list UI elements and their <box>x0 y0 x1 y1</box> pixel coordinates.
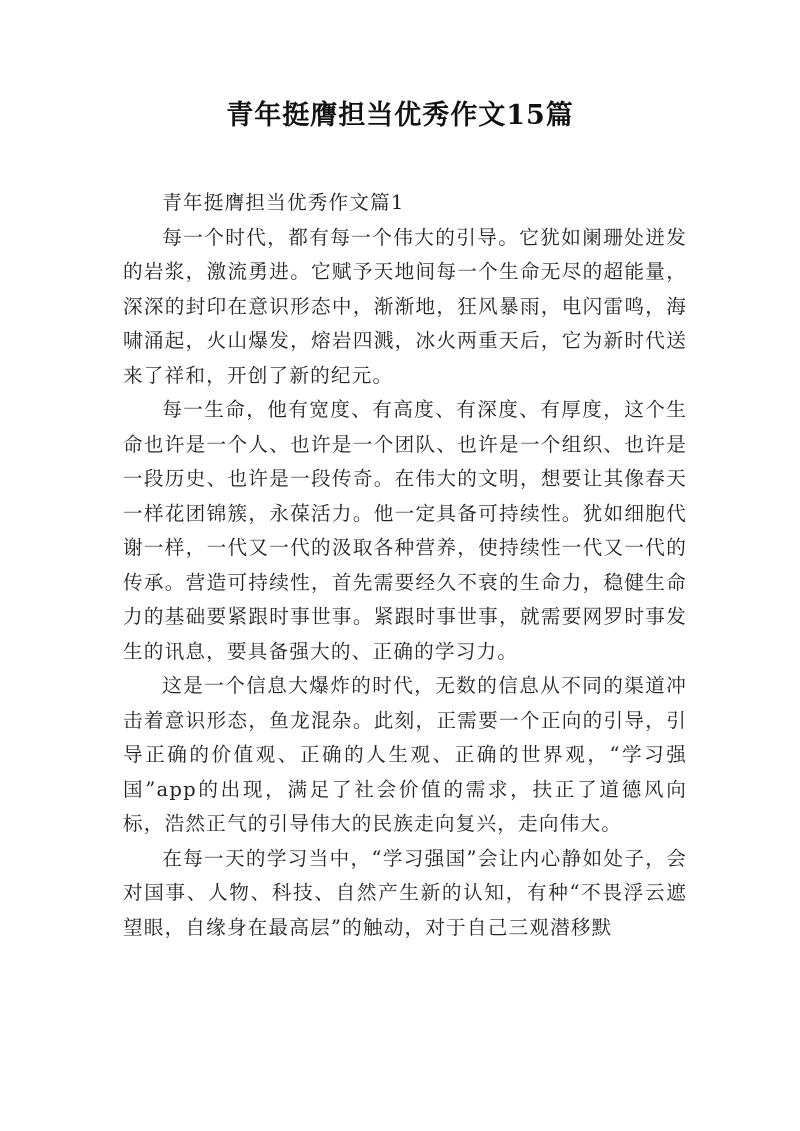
paragraph: 在每一天的学习当中，“学习强国”会让内心静如处子，会对国事、人物、科技、自然产生新的认知，有种“不畏浮云遮望眼，自缘身在最高层”的触动，对于自己三观潜移默 <box>123 846 687 939</box>
section-heading: 青年挺膺担当优秀作文篇1 <box>162 191 405 214</box>
document-body <box>123 186 687 945</box>
paragraph: 这是一个信息大爆炸的时代，无数的信息从不同的渠道冲击着意识形态，鱼龙混杂。此刻，正需要一个正向的引导，引导正确的价值观、正确的人生观、正确的世界观，“学习强国”app的出现，满足了社会价值的需求，扶正了道德风向标，浩然正气的引导伟大的民族走向复兴，走向伟大。 <box>123 674 687 835</box>
document-title: 青年挺膺担当优秀作文15篇 <box>226 100 574 131</box>
paragraph: 每一个时代，都有每一个伟大的引导。它犹如阑珊处迸发的岩浆，激流勇进。它赋予天地间每一个生命无尽的超能量，深深的封印在意识形态中，渐渐地，狂风暴雨，电闪雷鸣，海啸涌起，火山爆发，熔岩四溅，冰火两重天后，它为新时代送来了祥和，开创了新的纪元。 <box>123 225 687 387</box>
paragraph: 每一生命，他有宽度、有高度、有深度、有厚度，这个生命也许是一个人、也许是一个团队、也许是一个组织、也许是一段历史、也许是一段传奇。在伟大的文明，想要让其像春天一样花团锦簇，永葆活力。他一定具备可持续性。犹如细胞代谢一样，一代又一代的汲取各种营养，使持续性一代又一代的传承。营造可持续性，首先需要经久不衰的生命力，稳健生命力的基础要紧跟时事世事。紧跟时事世事，就需要网罗时事发生的讯息，要具备强大的、正确的学习力。 <box>123 398 687 663</box>
